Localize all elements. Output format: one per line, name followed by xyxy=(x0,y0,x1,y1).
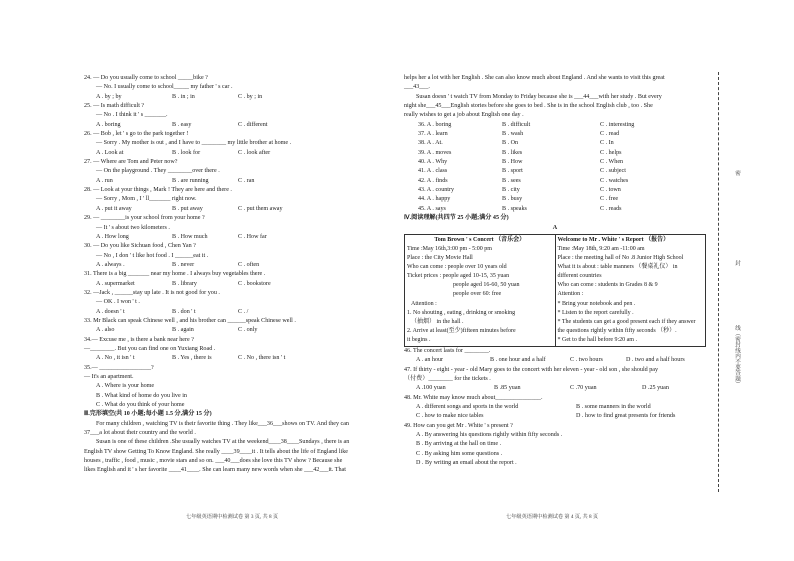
cloze-passage-line-4: English TV show Getting To Know England. She really ____39____it . It tells about the life of England like xyxy=(84,448,348,455)
report-ad-about-2: different countries xyxy=(557,273,602,280)
cloze-passage-line-3: Susan is one of these children .She usually watches TV at the weekend____38____Sundays , there is an xyxy=(96,439,350,446)
cloze-45-b[interactable]: B . speaks xyxy=(502,205,527,212)
cloze-40-b[interactable]: B . How xyxy=(502,159,523,166)
cloze-43-a[interactable]: 43. A . country xyxy=(418,187,455,194)
q49-opt-d[interactable]: D . By writing an email about the report . xyxy=(416,460,517,467)
cloze-40-c[interactable]: C . When xyxy=(600,159,624,166)
cloze-41-a[interactable]: 41. A . class xyxy=(418,168,448,175)
q31-stem: 31. There is a big _______ near my home . I always buy vegetables there . xyxy=(84,271,266,278)
q47-opt-d[interactable]: D .25 yuan xyxy=(642,385,669,392)
report-ad-place: Place : the meeting hall of No .8 Junior High School xyxy=(557,255,684,262)
cloze-passage-line-9: Susan doesn ' t watch TV from Monday to Friday because she is ___44___with her study . But every xyxy=(416,93,662,100)
binding-dashed-line xyxy=(718,72,719,492)
cloze-options-38 xyxy=(404,139,706,148)
q31-opt-b[interactable]: B . library xyxy=(172,280,197,287)
cloze-options-37 xyxy=(404,130,706,139)
q29-opt-a[interactable]: A . How long xyxy=(96,233,129,240)
q26-opt-b[interactable]: B . look for xyxy=(172,149,201,156)
q28-stem: 28. — Look at your things , Mark ! They are here and there . xyxy=(84,187,232,194)
concert-ad-note-2: 2. Arrive at least(至少)fifteen minutes before xyxy=(407,327,516,334)
concert-ad-place: Place : the City Movie Hall xyxy=(407,255,473,262)
q33-opt-b[interactable]: B . again xyxy=(172,327,194,334)
q31-opt-a[interactable]: A . supermarket xyxy=(96,280,135,287)
q34-sub: —________. But you can find one on Yuxiang Road . xyxy=(84,345,216,352)
q27-sub: — On the playground . They ________over there . xyxy=(96,168,220,175)
q47-opt-c[interactable]: C .70 yuan xyxy=(570,385,597,392)
q48-options-row-2 xyxy=(404,412,706,421)
q34-stem: 34.— Excuse me , is there a bank near here ? xyxy=(84,336,194,343)
concert-ad-time: Time :May 16th,3:00 pm - 5:00 pm xyxy=(407,245,492,252)
concert-ad xyxy=(405,234,556,346)
cloze-passage-line-2: 37___a lot about their country and the world . xyxy=(84,430,196,437)
q47-opt-a[interactable]: A .100 yuan xyxy=(416,385,446,392)
concert-ad-title: Tom Brown ' s Concert （音乐会） xyxy=(434,236,526,243)
q29-stem: 29. — ________is your school from your home ? xyxy=(84,215,205,222)
q35-opt-b[interactable]: B . What kind of home do you live in xyxy=(96,392,187,399)
concert-ad-price-3: people over 60: free xyxy=(453,291,502,298)
q28-options xyxy=(84,205,388,214)
cloze-36-c[interactable]: C . interesting xyxy=(600,121,635,128)
q26-options xyxy=(84,149,388,158)
q25-opt-c[interactable]: C . different xyxy=(238,121,268,128)
cloze-39-a[interactable]: 39. A . moves xyxy=(418,149,452,156)
cloze-42-c[interactable]: C . watches xyxy=(600,177,629,184)
cloze-options-42 xyxy=(404,177,706,186)
cloze-options-45 xyxy=(404,205,706,214)
q48-opt-a[interactable]: A . different songs and sports in the world xyxy=(416,404,519,411)
cloze-passage-line-6: likes English and it ' s her favorite ____41____. She can learn many new words when she ___42___it. That xyxy=(84,467,346,474)
q48-options-row-1 xyxy=(404,403,706,412)
cloze-41-b[interactable]: B . sport xyxy=(502,168,523,175)
report-ad-attention: Attention : xyxy=(557,291,584,298)
q31-opt-c[interactable]: C . bookstore xyxy=(238,280,271,287)
concert-ad-who: Who can come : people over 10 years old xyxy=(407,264,507,271)
concert-ad-note-1b: （抽烟） in the hall . xyxy=(411,318,464,325)
q33-options xyxy=(84,326,388,335)
section-4-part-a: A xyxy=(552,224,558,231)
q30-sub: — No , I don ' t like hot food . I ______eat it . xyxy=(96,252,209,259)
q48-opt-c[interactable]: C . how to make nice tables xyxy=(416,413,484,420)
cloze-37-b[interactable]: B . wash xyxy=(502,131,524,138)
q48-opt-d[interactable]: D . how to find great presents for friends xyxy=(576,413,676,420)
q46-options xyxy=(404,356,706,365)
cloze-36-b[interactable]: B . difficult xyxy=(502,121,531,128)
q28-opt-c[interactable]: C . put them away xyxy=(238,205,283,212)
q34-opt-a[interactable]: A . No , it isn ' t xyxy=(96,355,135,362)
q27-opt-c[interactable]: C . ran xyxy=(238,177,255,184)
q24-stem: 24. — Do you usually come to school _____bike ? xyxy=(84,75,208,81)
page-footer-right: 七年级英语期中检测试卷 第 4 页, 共 8 页 xyxy=(506,514,599,520)
q48-opt-b[interactable]: B . some manners in the world xyxy=(576,404,651,411)
cloze-options-36 xyxy=(404,121,706,130)
q47-opt-b[interactable]: B .85 yuan xyxy=(494,385,521,392)
cloze-passage-line-11: really wishes to get a job about English one day . xyxy=(404,112,524,119)
q27-opt-a[interactable]: A . run xyxy=(96,177,113,184)
q28-sub: — Sorry , Mom , I ' ll_______ right now. xyxy=(96,196,197,203)
ads-table xyxy=(404,234,706,347)
cloze-41-c[interactable]: C . subject xyxy=(600,168,626,175)
q24-opt-c[interactable]: C . by ; in xyxy=(238,93,263,100)
margin-seal-char-1: 密 xyxy=(734,170,740,176)
q32-options xyxy=(84,308,388,317)
q25-stem: 25. — Is math difficult ? xyxy=(84,103,145,110)
cloze-45-a[interactable]: 45. A . says xyxy=(418,205,446,212)
report-ad xyxy=(555,234,706,346)
margin-seal-char-2: 封 xyxy=(734,260,740,266)
q49-opt-a[interactable]: A . By answering his questions rightly within fifty seconds . xyxy=(416,432,563,439)
cloze-39-c[interactable]: C . helps xyxy=(600,149,622,156)
q35-opt-c[interactable]: C . What do you think of your home xyxy=(96,402,185,409)
q35-stem: 35.— _________________? xyxy=(84,364,154,371)
cloze-42-b[interactable]: B . sees xyxy=(502,177,521,184)
cloze-37-a[interactable]: 37. A . learn xyxy=(418,131,448,138)
q46-opt-b[interactable]: B . one hour and a half xyxy=(490,357,546,364)
q25-sub: — No . I think it ' s _______. xyxy=(96,112,168,119)
q35-opt-a[interactable]: A . Where is your home xyxy=(96,383,155,390)
concert-ad-price-1: Ticket prices : people aged 10-15, 35 yuan xyxy=(407,273,510,280)
section-4-heading: Ⅳ.阅读理解(共四节 25 小题;满分 45 分) xyxy=(404,215,509,222)
q24-sub: — No. I usually come to school_____ my father ' s car . xyxy=(96,84,233,91)
right-column xyxy=(404,74,706,468)
q27-options xyxy=(84,177,388,186)
concert-ad-note-2b: it begins . xyxy=(407,336,431,343)
q32-opt-c[interactable]: C . / xyxy=(238,308,249,315)
cloze-passage-line-5: houses , traffic , food , music , movie stars and so on. ___40___does she love this TV show ? Because she xyxy=(84,458,343,465)
q33-opt-a[interactable]: A . also xyxy=(96,327,115,334)
q47-stem: 47. If thirty - eight - year - old Mary goes to the concert with her eleven - year - old son , she should pay xyxy=(404,366,659,373)
q30-opt-b[interactable]: B . never xyxy=(172,261,195,268)
cloze-40-a[interactable]: 40. A . Why xyxy=(418,159,448,166)
report-ad-time: Time :May 18th, 9:20 am -11:00 am xyxy=(557,245,645,252)
q46-opt-d[interactable]: D . two and a half hours xyxy=(626,357,685,364)
q30-opt-a[interactable]: A . always . xyxy=(96,261,125,268)
margin-seal-char-3: 线（密封线内不要答题） xyxy=(734,325,740,387)
cloze-36-a[interactable]: 36. A . boring xyxy=(418,121,452,128)
cloze-38-c[interactable]: C . In xyxy=(600,140,614,147)
q28-opt-a[interactable]: A . put it away xyxy=(96,205,132,212)
cloze-38-a[interactable]: 38. A . At. xyxy=(418,140,443,147)
q48-stem: 48. Mr. White may know much about_______________. xyxy=(404,394,543,401)
report-ad-note-1: * Bring your notebook and pen . xyxy=(557,300,636,307)
q24-opt-a[interactable]: A . by ; by xyxy=(96,93,122,100)
cloze-options-39 xyxy=(404,149,706,158)
q49-stem: 49. How can you get Mr . White ' s present ? xyxy=(404,422,513,429)
q29-opt-b[interactable]: B . How much xyxy=(172,233,208,240)
q32-opt-a[interactable]: A . doesn ' t xyxy=(96,308,125,315)
q35-sub: — It's an apartment. xyxy=(84,374,134,380)
q29-options xyxy=(84,233,388,242)
concert-ad-attention: Attention : xyxy=(411,300,437,307)
q30-opt-c[interactable]: C . often xyxy=(238,261,260,268)
report-ad-about: What it is about : table manners （餐桌礼仪） in xyxy=(557,264,678,271)
q46-stem: 46. The concert lasts for ________. xyxy=(404,347,491,354)
q25-options xyxy=(84,121,388,130)
cloze-passage-line-10: night she___45___English stories before she goes to bed . She is in the school English club , too . She xyxy=(404,103,653,110)
cloze-passage-line-7: helps her a lot with her English . She can also know much about England . And she wants to visit this great xyxy=(404,75,665,81)
q29-opt-c[interactable]: C . How far xyxy=(238,233,267,240)
cloze-39-b[interactable]: B . likes xyxy=(502,149,523,156)
concert-ad-note-1: 1. No shouting , eating , drinking or smoking xyxy=(407,309,516,316)
q24-opt-b[interactable]: B . in ; in xyxy=(172,93,195,100)
cloze-42-a[interactable]: 42. A . finds xyxy=(418,177,448,184)
left-column xyxy=(84,74,388,476)
q31-options xyxy=(84,280,388,289)
report-ad-note-4: * Get to the hall before 9:20 am . xyxy=(557,336,637,343)
q47-options xyxy=(404,384,706,393)
q24-options xyxy=(84,93,388,102)
q26-opt-c[interactable]: C . look after xyxy=(238,149,271,156)
q34-opt-b[interactable]: B . Yes , there is xyxy=(172,355,212,362)
q49-opt-c[interactable]: C . By asking him some questions . xyxy=(416,450,503,457)
q26-opt-a[interactable]: A . Look at xyxy=(96,149,124,156)
q46-opt-a[interactable]: A . an hour xyxy=(416,357,444,364)
q32-stem: 32. —Jack , ______stay up late . It is not good for you . xyxy=(84,289,220,296)
cloze-44-c[interactable]: C . free xyxy=(600,196,619,203)
report-ad-note-3b: the questions rightly within fifty seconds （秒）. xyxy=(557,327,677,334)
q47-stem-2: （付费）________ for the tickets . xyxy=(404,376,491,382)
q28-opt-b[interactable]: B . put away xyxy=(172,205,203,212)
q33-opt-c[interactable]: C . only xyxy=(238,327,258,334)
cloze-44-b[interactable]: B . busy xyxy=(502,196,523,203)
q32-opt-b[interactable]: B . don ' t xyxy=(172,308,196,315)
q33-stem: 33. Mr Black can speak Chinese well , and his brother can ______speak Chinese well . xyxy=(84,317,296,324)
cloze-options-44 xyxy=(404,195,706,204)
q25-opt-a[interactable]: A . boring xyxy=(96,121,121,128)
cloze-options-41 xyxy=(404,167,706,176)
q29-sub: — It ' s about two kilometers . xyxy=(96,224,170,231)
cloze-45-c[interactable]: C . reads xyxy=(600,205,622,212)
cloze-43-c[interactable]: C . town xyxy=(600,187,621,194)
cloze-passage-line-8: ___43___. xyxy=(404,84,430,91)
q34-opt-c[interactable]: C . No , there isn ' t xyxy=(238,355,286,362)
q30-stem: 30. — Do you like Sichuan food , Chen Yan ? xyxy=(84,243,196,250)
q26-sub: — Sorry . My mother is out , and I have to ________ my little brother at home . xyxy=(96,140,292,147)
q25-opt-b[interactable]: B . easy xyxy=(172,121,192,128)
section-3-heading: Ⅲ.完形填空(共 10 小题;每小题 1.5 分,满分 15 分) xyxy=(84,411,212,418)
report-ad-who: Who can come : students in Grades 8 & 9 xyxy=(557,282,658,289)
page-footer-left: 七年级英语期中检测试卷 第 3 页, 共 8 页 xyxy=(186,514,279,520)
q26-stem: 26. — Bob , let ' s go to the park together ! xyxy=(84,131,189,138)
q49-opt-b[interactable]: B . By arriving at the hall on time . xyxy=(416,441,502,448)
q27-stem: 27. — Where are Tom and Peter now? xyxy=(84,159,178,166)
q46-opt-c[interactable]: C . two hours xyxy=(570,357,603,364)
report-ad-title: Welcome to Mr . White ' s Report （报告） xyxy=(557,236,670,243)
cloze-44-a[interactable]: 44. A . happy xyxy=(418,196,451,203)
cloze-38-b[interactable]: B . On xyxy=(502,140,519,147)
report-ad-note-2: * Listen to the report carefully . xyxy=(557,309,634,316)
q27-opt-b[interactable]: B . are running xyxy=(172,177,209,184)
q30-options xyxy=(84,261,388,270)
cloze-passage-line-1: For many children , watching TV is their favorite thing . They like___36___shows on TV. And they can xyxy=(96,420,349,427)
concert-ad-price-2: people aged 16-60, 50 yuan xyxy=(453,282,520,289)
cloze-43-b[interactable]: B . city xyxy=(502,187,520,194)
q34-options xyxy=(84,354,388,363)
cloze-options-40 xyxy=(404,158,706,167)
q32-sub: — OK . I won ' t . xyxy=(96,299,140,306)
cloze-37-c[interactable]: C . read xyxy=(600,131,620,138)
report-ad-note-3: * The students can get a good present each if they answer xyxy=(557,318,696,325)
cloze-options-43 xyxy=(404,186,706,195)
